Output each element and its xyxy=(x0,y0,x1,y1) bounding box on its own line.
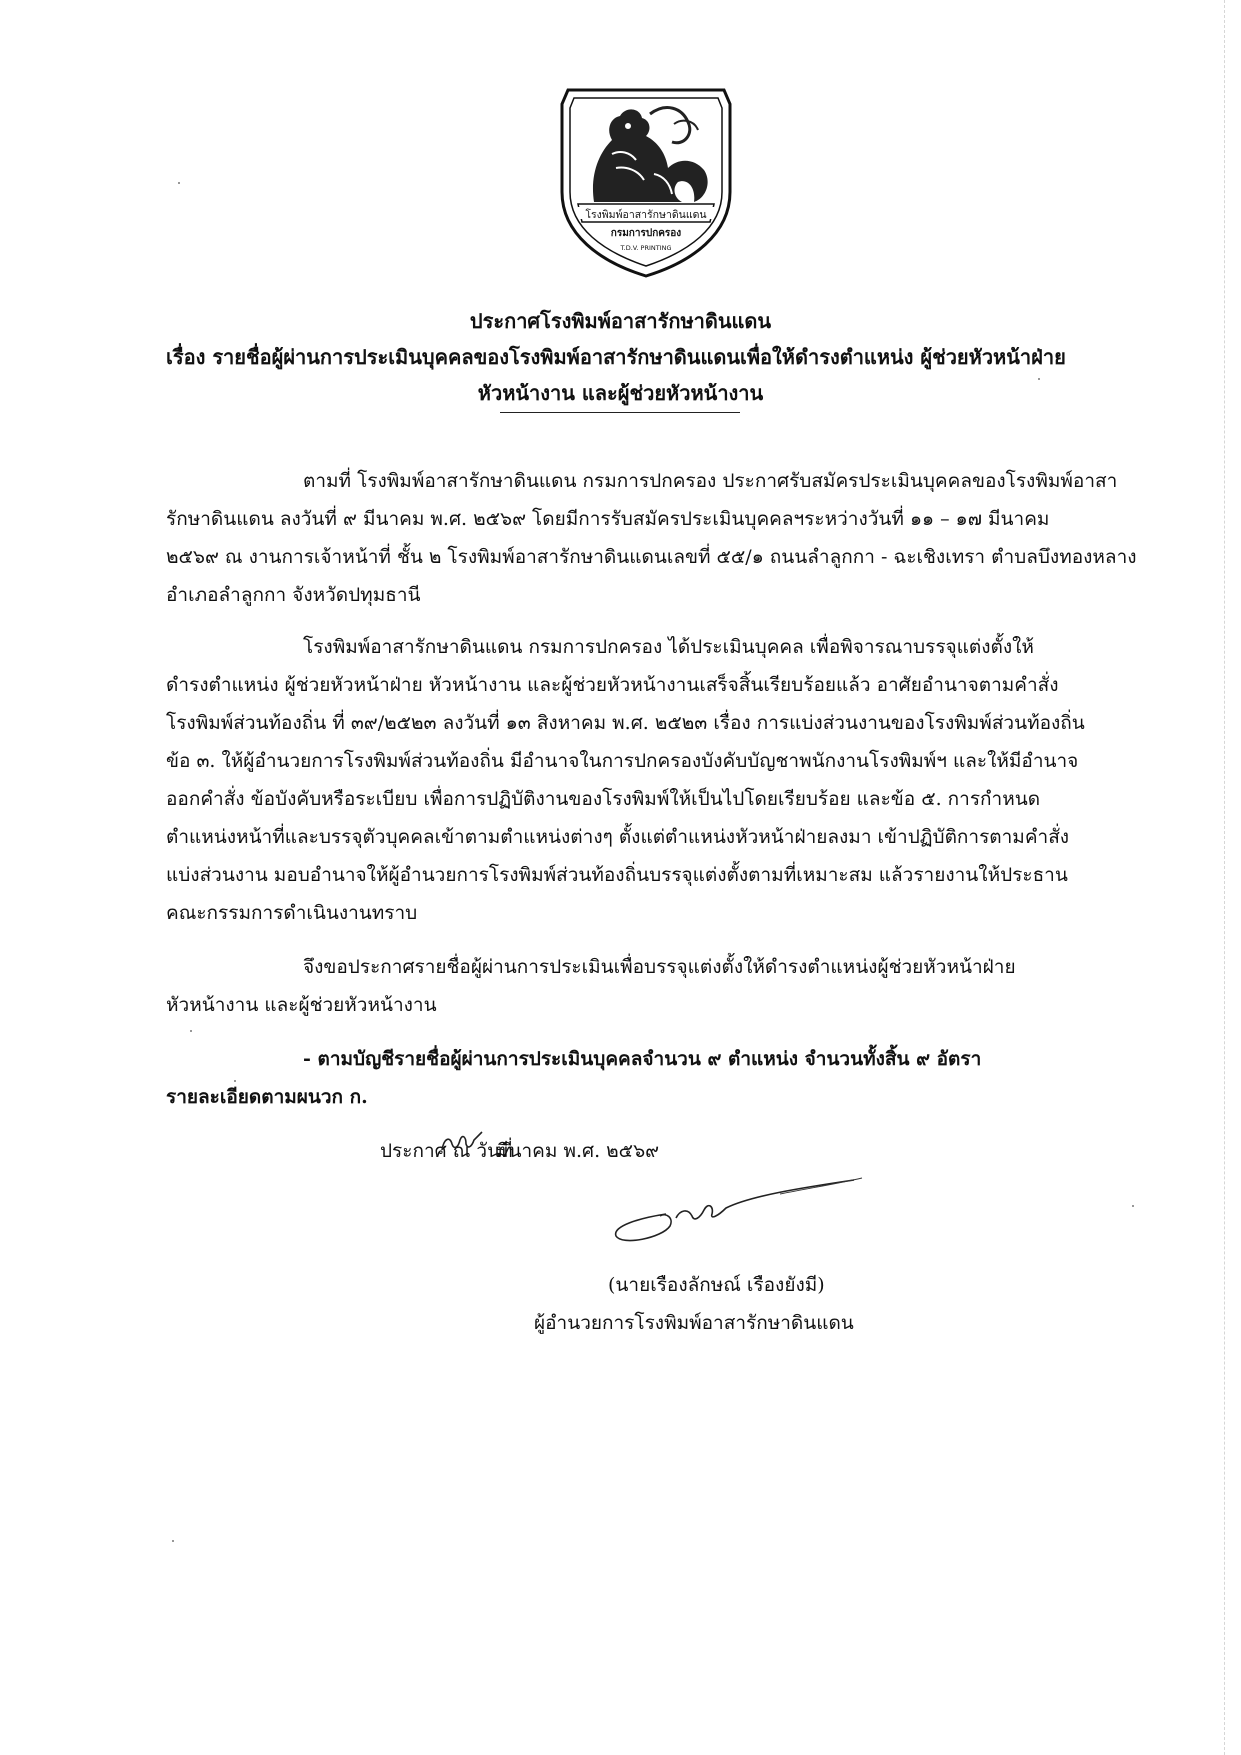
paragraph-2-line: ตำแหน่งหน้าที่และบรรจุตัวบุคคลเข้าตามตำแหน่งต่างๆ ตั้งแต่ตำแหน่งหัวหน้าฝ่ายลงมา เข้าปฏิบัติการตามคำสั่ง xyxy=(166,826,1070,848)
handwritten-day-icon xyxy=(438,1128,486,1158)
paragraph-1-line: ตามที่ โรงพิมพ์อาสารักษาดินแดน กรมการปกครอง ประกาศรับสมัครประเมินบุคคลของโรงพิมพ์อาสา xyxy=(303,470,1118,492)
paragraph-1-line: ๒๕๖๙ ณ งานการเจ้าหน้าที่ ชั้น ๒ โรงพิมพ์อาสารักษาดินแดนเลขที่ ๕๕/๑ ถนนลำลูกกา - ฉะเชิงเทรา ตำบลบึงทองหลาง xyxy=(166,546,1137,568)
scan-speck xyxy=(172,1540,174,1542)
signatory-name: (นายเรืองลักษณ์ เรืองยังมี) xyxy=(608,1274,825,1296)
paragraph-3-line: จึงขอประกาศรายชื่อผู้ผ่านการประเมินเพื่อบรรจุแต่งตั้งให้ดำรงตำแหน่งผู้ช่วยหัวหน้าฝ่าย xyxy=(303,956,1016,978)
paragraph-2-line: ออกคำสั่ง ข้อบังคับหรือระเบียบ เพื่อการปฏิบัติงานของโรงพิมพ์ให้เป็นไปโดยเรียบร้อย และข้อ ๕. การกำหนด xyxy=(166,788,1041,810)
paragraph-2-line: ดำรงตำแหน่ง ผู้ช่วยหัวหน้าฝ่าย หัวหน้างาน และผู้ช่วยหัวหน้างานเสร็จสิ้นเรียบร้อยแล้ว อาศัยอำนาจตามคำสั่ง xyxy=(166,674,1059,696)
emblem-text-line1: โรงพิมพ์อาสารักษาดินแดน xyxy=(585,209,707,221)
scan-speck xyxy=(178,182,180,184)
announcement-title: ประกาศโรงพิมพ์อาสารักษาดินแดน xyxy=(469,309,772,333)
paragraph-2-line: ข้อ ๓. ให้ผู้อำนวยการโรงพิมพ์ส่วนท้องถิ่น มีอำนาจในการปกครองบังคับบัญชาพนักงานโรงพิมพ์ฯ และให้มีอำนาจ xyxy=(166,750,1079,772)
announcement-day: ๒๗ xyxy=(438,1128,440,1129)
paragraph-1-line: อำเภอลำลูกกา จังหวัดปทุมธานี xyxy=(166,584,421,606)
paragraph-2-line: คณะกรรมการดำเนินงานทราบ xyxy=(166,902,418,924)
emblem-text-line3: T.D.V. PRINTING xyxy=(620,244,672,252)
scan-edge-line xyxy=(1224,0,1225,1755)
paragraph-2-line: โรงพิมพ์อาสารักษาดินแดน กรมการปกครอง ได้ประเมินบุคคล เพื่อพิจารณาบรรจุแต่งตั้งให้ xyxy=(303,636,1034,658)
printing-house-emblem xyxy=(554,84,738,280)
paragraph-2-line: โรงพิมพ์ส่วนท้องถิ่น ที่ ๓๙/๒๕๒๓ ลงวันที่ ๑๓ สิงหาคม พ.ศ. ๒๕๒๓ เรื่อง การแบ่งส่วนงานของโรงพิมพ์ส่วนท้องถิ่น xyxy=(166,712,1085,734)
paragraph-2-line: แบ่งส่วนงาน มอบอำนาจให้ผู้อำนวยการโรงพิมพ์ส่วนท้องถิ่นบรรจุแต่งตั้งตามที่เหมาะสม แล้วรายงานให้ประธาน xyxy=(166,864,1068,886)
emblem-text-line2: กรมการปกครอง xyxy=(610,228,682,239)
signatory-position: ผู้อำนวยการโรงพิมพ์อาสารักษาดินแดน xyxy=(534,1312,854,1334)
announcement-date-suffix: มีนาคม พ.ศ. ๒๕๖๙ xyxy=(496,1140,660,1162)
handwritten-signature-icon xyxy=(600,1172,870,1252)
scan-speck xyxy=(190,1030,192,1032)
attachment-reference-line: รายละเอียดตามผนวก ก. xyxy=(166,1086,368,1108)
announcement-date-prefix: ประกาศ ณ วันที่ xyxy=(380,1140,513,1162)
subject-line-2: หัวหน้างาน และผู้ช่วยหัวหน้างาน xyxy=(477,381,764,405)
scan-speck xyxy=(1132,1205,1134,1207)
position-count-line: - ตามบัญชีรายชื่อผู้ผ่านการประเมินบุคคลจำนวน ๙ ตำแหน่ง จำนวนทั้งสิ้น ๙ อัตรา xyxy=(303,1048,982,1070)
header-divider xyxy=(500,412,740,413)
subject-line-1: เรื่อง รายชื่อผู้ผ่านการประเมินบุคคลของโรงพิมพ์อาสารักษาดินแดนเพื่อให้ดำรงตำแหน่ง ผู้ช่วยหัวหน้าฝ่าย xyxy=(166,345,1066,369)
paragraph-3-line: หัวหน้างาน และผู้ช่วยหัวหน้างาน xyxy=(166,994,437,1016)
paragraph-1-line: รักษาดินแดน ลงวันที่ ๙ มีนาคม พ.ศ. ๒๕๖๙ โดยมีการรับสมัครประเมินบุคคลฯระหว่างวันที่ ๑๑ – ๑๗ มีนาคม xyxy=(166,508,1050,530)
